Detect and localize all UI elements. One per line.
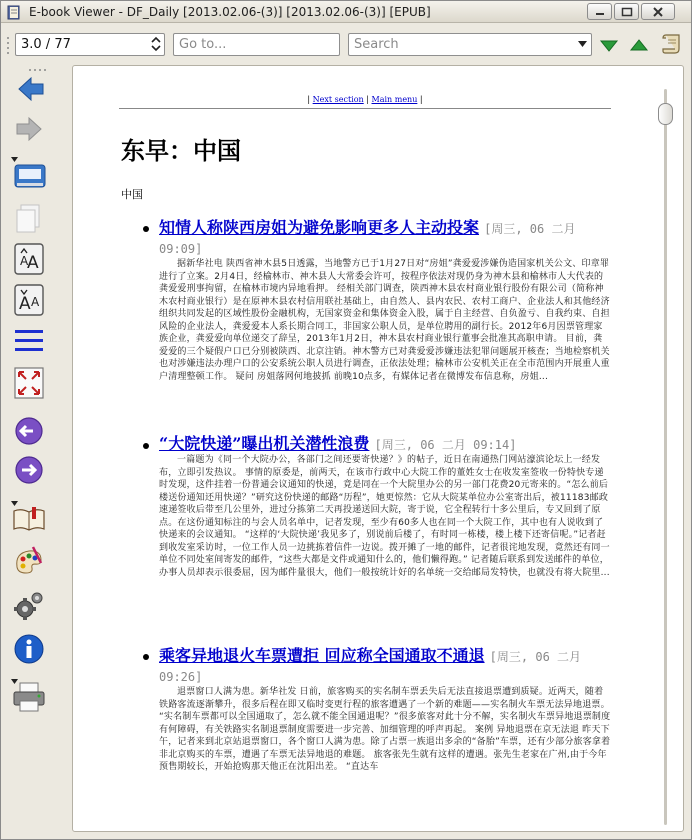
vertical-scrollbar[interactable] bbox=[655, 89, 675, 825]
article-body: 退票窗口人满为患。新华社发 日前，旅客购买的实名制车票丢失后无法直接退票遭到质疑。近两天，随着铁路客流逐渐攀升，很多后程在即又临时变更行程的旅客遭遇了一个新的难题——实名制火车票无法异地退票。 “实名制车票都可以全国通取了，怎么就不能全国通退呢？”很多旅客对此十分不解，实名制火车票异地退票制度有何障碍，有关铁路实名制退票制度需要进一步完善、加细管理的呼声再起。 案例 异地退票在京无法退 昨天下午，记者来到北京站退票窗口，各个窗口人满为患。除了占票一族退出多余的“备胎”车票，还有少部分旅客拿着非北京购买的车票，遭遇了车票无法异地退的难题。 旅客张先生就有这样的遭遇。张先生老家在广州,由于今年预售期较长，开始抢购那天他正在沈阳出差。 “直达车 bbox=[159, 687, 611, 772]
fullscreen-button[interactable] bbox=[11, 365, 63, 403]
section-label: 中国 bbox=[121, 188, 143, 201]
scroll-document-icon[interactable] bbox=[660, 32, 684, 56]
scroll-thumb[interactable] bbox=[658, 103, 673, 125]
main-menu-link[interactable]: Main menu bbox=[371, 95, 418, 104]
article-body: 据新华社电 陕西省神木县5日透露，当地警方已于1月27日对“房姐”龚爱爱涉嫌伪造国家机关公文、印章罪进行了立案。2月4日，经榆林市、神木县人大常委会许可，按程序依法对现仍身为神木县和榆林市人大代表的龚爱爱刑事拘留，在榆林市境内异地看押。 经相关部门调查，陕西神木县农村商业银行股份有限公司（简称神木农村商业银行）是在原神木县农村信用联社基础上，由自然人、县内农民、农村工商户、企业法人和其他经济组织共同发起的区域性股份金融机构，无国家资金和集体资金入股，属于自主经营、自负盈亏、自我约束、自担风险的企业法人，龚爱爱本人系长期合同工，非国家公职人员，是单位聘用的副行长。2012年6月因票管理家族企业，龚爱爱向单位递交了辞呈，2013年1月2日，神木县农村商业银行董事会批准其高职申请。 目前，龚爱爱的三个疑假户口已分别被陕西、北京注销。神木警方已对龚爱爱涉嫌违法犯罪问题展开核查；当地检察机关也对涉嫌违法办理户口的公安系统公职人员进行调查，正依法处理；榆林市公安机关正在全市范围内开展重人重户清理整顿工作。 疑问 房姐落网何地披抓 前晚10点多，有媒体记者在微博发布信息称，房姐... bbox=[159, 259, 610, 382]
circle-arrow-right-icon bbox=[11, 452, 47, 488]
close-icon bbox=[652, 7, 664, 17]
window-title: E-book Viewer - DF_Daily [2013.02.06-(3)] [2013.02.06-(3)] [EPUB] bbox=[29, 5, 431, 19]
spin-arrows-icon[interactable] bbox=[151, 36, 161, 52]
article bbox=[159, 218, 611, 383]
goto-input[interactable] bbox=[173, 33, 340, 56]
article-body: 一篇题为《同一个大院办公，各部门之间还要寄快递？》的帖子，近日在南通热门网站濠滨论坛上一经发布，立即引发热议。 事情的原委是，前两天，在该市行政中心大院工作的董姓女士在收发室签收一份特快专递时发现，这件挂着一份普通会议通知的快递，竟是同在一个大院里办公的另一部门花费20元寄来的。“怎么前后楼送份通知还用快递？”研究这份快递的邮路“历程”，她更惊然：它从大院某单位办公室寄出后，被11183邮政速递签收后带至几公里外，进过分拣第二天再投递送回大院，寄于说，它全程转行十多公里后，专又回到了原点。在这份通知标注的与会人员名单中，记者发现，至少有60多人也在同一个大院工作，其中也有人说收到了快递来的会议通知。 “这样的‘大院快递’我见多了，别说前后楼了，有时同一栋楼，楼上楼下还寄信呢。”记者赶到收发室采访时，一位工作人员一边挑拣着信件一边说。拨开摊了一地的邮件，记者很诧地发现，竟然还有同一单位不同处室间寄发的邮件，“这些大都是文件或通知什么的，他们懒得跑。” 记者随后联系到发送邮件的单位，办事人员却表示很委屈，因为邮件量很大，他们一般按统计好的名单统一交给邮局发特快，也就没有将大院里... bbox=[159, 455, 610, 578]
minimize-icon bbox=[594, 7, 606, 17]
svg-text:A: A bbox=[31, 295, 40, 309]
table-of-contents-button[interactable] bbox=[11, 323, 63, 361]
circle-arrow-left-icon bbox=[11, 413, 47, 449]
metadata-button[interactable] bbox=[11, 631, 63, 669]
article bbox=[159, 434, 611, 579]
arrow-right-icon bbox=[11, 111, 47, 147]
minimize-button[interactable] bbox=[587, 3, 612, 20]
next-section-link[interactable]: Next section bbox=[312, 95, 364, 104]
article-date: [周三, 06 二月 09:14] bbox=[374, 438, 517, 452]
goto-placeholder: Go to... bbox=[179, 37, 227, 52]
fullscreen-icon bbox=[11, 365, 47, 401]
article-title-link[interactable]: 知情人称陕西房姐为避免影响更多人主动投案 bbox=[159, 218, 480, 237]
info-icon bbox=[11, 631, 47, 667]
chevron-down-icon[interactable] bbox=[11, 157, 18, 163]
bullet bbox=[143, 443, 149, 449]
svg-text:A: A bbox=[27, 253, 39, 273]
font-size-increase-icon bbox=[11, 241, 47, 277]
article-date: [周三, 06 二月 09:26] bbox=[159, 650, 582, 684]
font-smaller-button[interactable] bbox=[11, 282, 63, 320]
search-placeholder: Search bbox=[354, 37, 399, 52]
page-number-input[interactable] bbox=[15, 33, 165, 56]
page-number-value: 3.0 / 77 bbox=[21, 37, 71, 52]
top-toolbar bbox=[1, 25, 691, 63]
article-date: [周三, 06 二月 09:09] bbox=[159, 222, 576, 256]
svg-text:A: A bbox=[20, 254, 29, 268]
maximize-icon bbox=[621, 7, 633, 17]
nav-separator: | bbox=[419, 95, 423, 104]
bookmarks-button[interactable] bbox=[11, 501, 63, 539]
previous-page-button[interactable] bbox=[11, 413, 63, 451]
back-button[interactable] bbox=[11, 71, 63, 109]
chevron-down-icon[interactable] bbox=[578, 40, 587, 48]
font-size-decrease-icon bbox=[11, 282, 47, 318]
menu-lines-icon bbox=[11, 323, 47, 359]
copy-icon bbox=[11, 201, 47, 237]
nav-separator: | bbox=[307, 95, 311, 104]
bullet bbox=[143, 226, 149, 232]
chevron-down-icon[interactable] bbox=[11, 501, 18, 507]
find-next-icon[interactable] bbox=[598, 34, 620, 56]
copy-button[interactable] bbox=[11, 201, 63, 239]
preferences-button[interactable] bbox=[11, 589, 63, 627]
svg-text:A: A bbox=[19, 294, 31, 314]
find-previous-icon[interactable] bbox=[628, 34, 650, 56]
arrow-left-icon bbox=[11, 71, 47, 107]
book-page[interactable] bbox=[81, 73, 647, 825]
title-bar[interactable] bbox=[1, 1, 691, 23]
print-button[interactable] bbox=[11, 679, 63, 717]
page-title: 东早：中国 bbox=[121, 136, 241, 165]
search-combo[interactable] bbox=[348, 33, 592, 56]
article-title-link[interactable]: 乘客异地退火车票遭拒 回应称全国通取不通退 bbox=[159, 646, 485, 665]
gear-icon bbox=[11, 589, 47, 625]
maximize-button[interactable] bbox=[614, 3, 639, 20]
close-button[interactable] bbox=[641, 3, 675, 20]
themes-button[interactable] bbox=[11, 543, 63, 581]
forward-button[interactable] bbox=[11, 111, 63, 149]
divider bbox=[119, 108, 611, 109]
next-page-button[interactable] bbox=[11, 452, 63, 490]
nav-separator: | bbox=[366, 95, 369, 104]
app-book-icon bbox=[6, 4, 22, 20]
bullet bbox=[143, 654, 149, 660]
article-title-link[interactable]: “大院快递”曝出机关潜性浪费 bbox=[159, 434, 370, 453]
font-larger-button[interactable] bbox=[11, 241, 63, 279]
section-nav bbox=[119, 95, 611, 104]
scroll-track[interactable] bbox=[664, 89, 667, 825]
paint-palette-icon bbox=[11, 543, 47, 579]
print-view-button[interactable] bbox=[11, 157, 63, 195]
article bbox=[159, 646, 611, 774]
toolbar-grip-icon bbox=[6, 35, 14, 55]
chevron-down-icon[interactable] bbox=[11, 679, 18, 685]
